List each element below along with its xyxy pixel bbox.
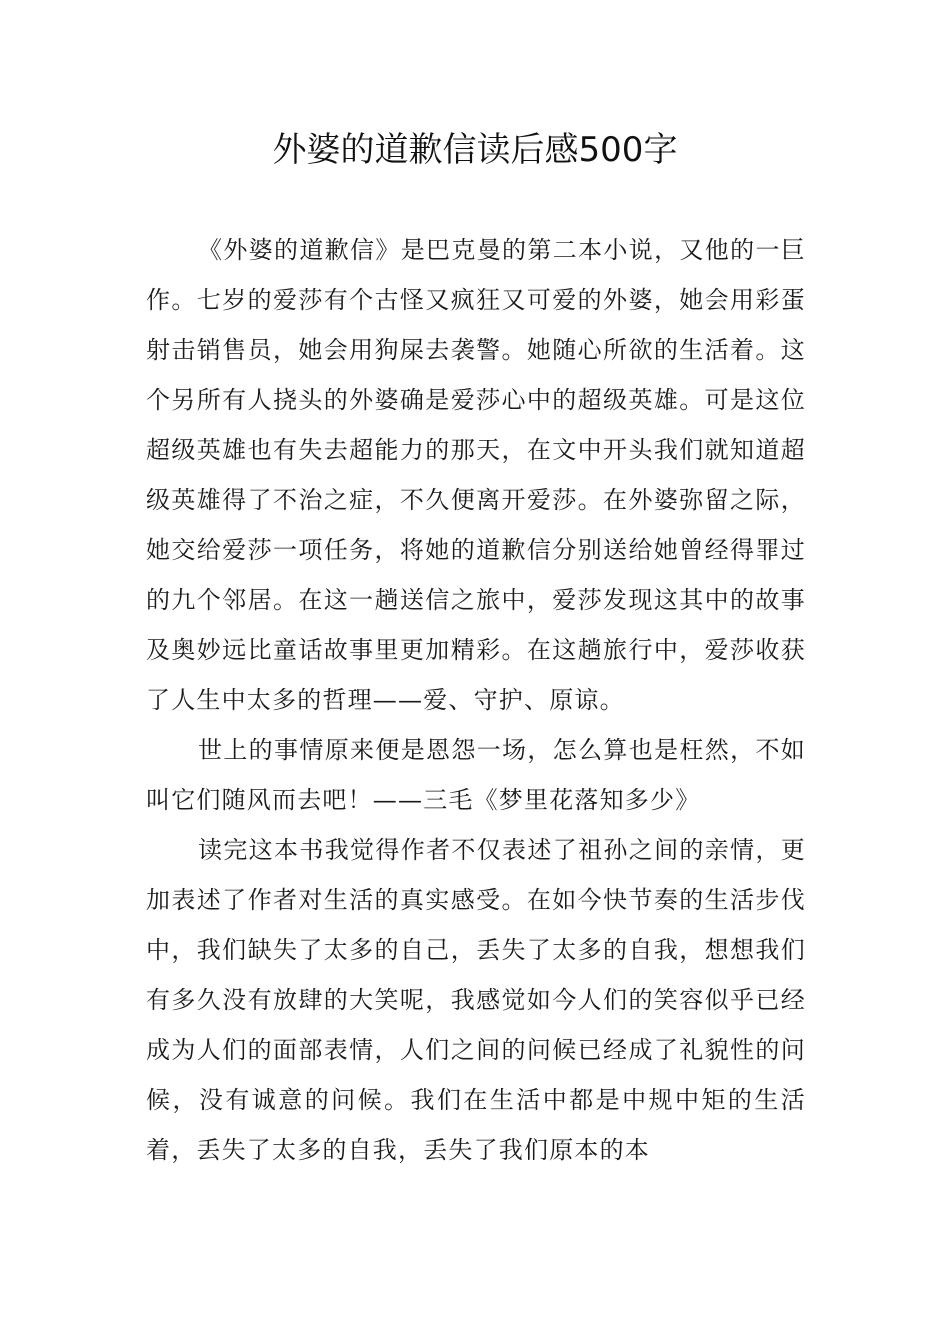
paragraph-2: 世上的事情原来便是恩怨一场，怎么算也是枉然，不如叫它们随风而去吧！——三毛《梦里花落知多少》 [146, 736, 806, 814]
document-body [146, 225, 806, 1175]
paragraph-3: 读完这本书我觉得作者不仅表述了祖孙之间的亲情，更加表述了作者对生活的真实感受。在如今快节奏的生活步伐中，我们缺失了太多的自己，丢失了太多的自我，想想我们有多久没有放肆的大笑呢，我感觉如今人们的笑容似乎已经成为人们的面部表情，人们之间的问候已经成了礼貌性的问候，没有诚意的问候。我们在生活中都是中规中矩的生活着，丢失了太多的自我，丢失了我们原本的本 [146, 836, 806, 1164]
paragraph-1: 《外婆的道歉信》是巴克曼的第二本小说，又他的一巨作。七岁的爱莎有个古怪又疯狂又可爱的外婆，她会用彩蛋射击销售员，她会用狗屎去袭警。她随心所欲的生活着。这个另所有人挠头的外婆确是爱莎心中的超级英雄。可是这位超级英雄也有失去超能力的那天，在文中开头我们就知道超级英雄得了不治之症，不久便离开爱莎。在外婆弥留之际，她交给爱莎一项任务，将她的道歉信分别送给她曾经得罪过的九个邻居。在这一趟送信之旅中，爱莎发现这其中的故事及奥妙远比童话故事里更加精彩。在这趟旅行中，爱莎收获了人生中太多的哲理——爱、守护、原谅。 [146, 236, 806, 714]
page-title: 外婆的道歉信读后感500字 [272, 130, 678, 170]
